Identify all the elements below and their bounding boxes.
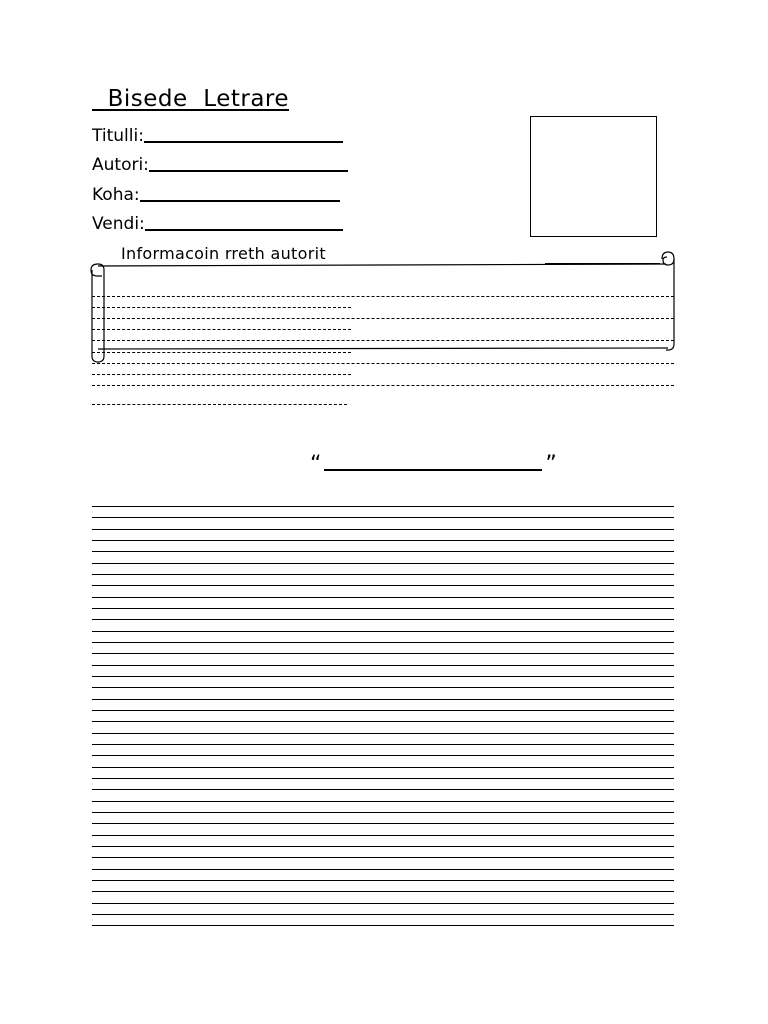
writing-line[interactable] (92, 857, 674, 858)
response-title-blank[interactable] (324, 469, 542, 471)
writing-line[interactable] (92, 903, 674, 904)
writing-line[interactable] (92, 653, 674, 654)
time-field-label: Koha: (92, 185, 140, 205)
writing-line[interactable] (92, 835, 674, 836)
dotted-line[interactable] (92, 363, 674, 364)
place-field-label: Vendi: (92, 214, 145, 234)
dotted-line[interactable] (92, 307, 351, 308)
writing-line[interactable] (92, 506, 674, 507)
writing-line[interactable] (92, 597, 674, 598)
writing-line[interactable] (92, 699, 674, 700)
writing-line[interactable] (92, 914, 674, 915)
writing-line[interactable] (92, 517, 674, 518)
writing-line[interactable] (92, 925, 674, 926)
writing-line[interactable] (92, 574, 674, 575)
writing-line[interactable] (92, 642, 674, 643)
open-quote: “ (310, 452, 322, 477)
dotted-line[interactable] (92, 318, 674, 319)
writing-line[interactable] (92, 767, 674, 768)
author-field-label: Autori: (92, 155, 149, 175)
writing-line[interactable] (92, 551, 674, 552)
dotted-line[interactable] (92, 352, 351, 353)
dotted-line[interactable] (92, 385, 674, 386)
page-title: Bisede Letrare (92, 86, 290, 112)
writing-line[interactable] (92, 891, 674, 892)
writing-line[interactable] (92, 801, 674, 802)
writing-line[interactable] (92, 812, 674, 813)
writing-line[interactable] (92, 880, 674, 881)
writing-line[interactable] (92, 687, 674, 688)
writing-line[interactable] (92, 585, 674, 586)
writing-line[interactable] (92, 710, 674, 711)
writing-line[interactable] (92, 619, 674, 620)
writing-line[interactable] (92, 529, 674, 530)
writing-line[interactable] (92, 744, 674, 745)
writing-line[interactable] (92, 631, 674, 632)
writing-line[interactable] (92, 869, 674, 870)
writing-line[interactable] (92, 721, 674, 722)
writing-line[interactable] (92, 676, 674, 677)
writing-line[interactable] (92, 608, 674, 609)
writing-line[interactable] (92, 563, 674, 564)
writing-line[interactable] (92, 665, 674, 666)
writing-line[interactable] (92, 755, 674, 756)
writing-line[interactable] (92, 846, 674, 847)
scroll-banner (0, 0, 768, 420)
writing-line[interactable] (92, 778, 674, 779)
author-info-label: Informacoin rreth autorit (121, 244, 326, 263)
dotted-line[interactable] (92, 374, 351, 375)
dotted-line[interactable] (92, 296, 674, 297)
response-title (310, 452, 557, 477)
writing-line[interactable] (92, 733, 674, 734)
dotted-line[interactable] (92, 340, 674, 341)
dotted-line[interactable] (92, 329, 351, 330)
title-field-label: Titulli: (92, 126, 144, 146)
writing-line[interactable] (92, 540, 674, 541)
writing-line[interactable] (92, 823, 674, 824)
close-quote: ” (545, 452, 557, 477)
writing-line[interactable] (92, 789, 674, 790)
dotted-line[interactable] (92, 404, 347, 405)
